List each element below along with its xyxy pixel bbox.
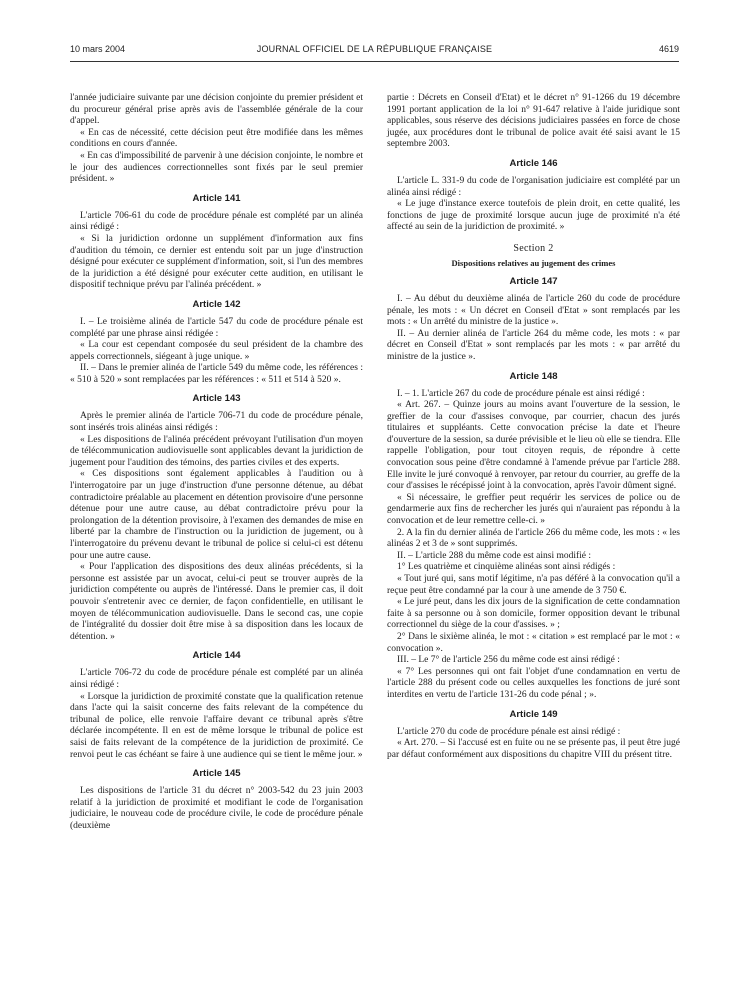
paragraph: « Tout juré qui, sans motif légitime, n'a pas déféré à la convocation qu'il a reçue peut être condamné par la cour à une amende de 3 750 €. bbox=[387, 574, 680, 596]
paragraph: « Si nécessaire, le greffier peut requérir les services de police ou de gendarmerie aux fins de rechercher les jurés qui n'auraient pas répondu à la convocation et de leur remettre celle-ci. » bbox=[387, 492, 680, 527]
paragraph: L'article 270 du code de procédure pénale est ainsi rédigé : bbox=[397, 726, 621, 737]
section-subtitle: Dispositions relatives au jugement des crimes bbox=[451, 257, 616, 268]
header-date: 10 mars 2004 bbox=[70, 44, 126, 54]
paragraph: « 7° Les personnes qui ont fait l'objet d'une condamnation en vertu de l'article 288 du présent code ou celles auxquelles les fonctions de juré sont interdites en vertu de l'article 131-26 du code pénal ; ». bbox=[387, 666, 680, 700]
article-heading: Article 146 bbox=[509, 157, 558, 169]
paragraph: II. – Au dernier alinéa de l'article 264 du même code, les mots : « par décret en Conseil d'Etat » sont remplacés par les mots : « par arrêté du ministre de la justice ». bbox=[387, 328, 680, 362]
paragraph: II. – Dans le premier alinéa de l'article 549 du même code, les références : « 510 à 520 » sont remplacées par les références : « 511 et 514 à 520 ». bbox=[70, 363, 363, 385]
paragraph: L'article 706-72 du code de procédure pénale est complété par un alinéa ainsi rédigé : bbox=[70, 668, 363, 690]
header-journal-title: JOURNAL OFFICIEL DE LA RÉPUBLIQUE FRANÇAISE bbox=[256, 44, 493, 54]
left-column bbox=[70, 93, 363, 832]
paragraph: « Si la juridiction ordonne un supplément d'information aux fins d'audition du témoin, ce dernier est entendu soit par un juge d'instruction désigné pour exécuter ce supplément d'information, soit, si l'un des membres de la juridiction a été désigné pour exécuter cette audition, en utilisant le dispositif technique prévu par l'alinéa précédent. » bbox=[70, 233, 363, 291]
paragraph: L'article L. 331-9 du code de l'organisation judiciaire est complété par un alinéa ainsi rédigé : bbox=[387, 175, 680, 198]
right-column bbox=[387, 93, 680, 761]
paragraph: I. – Au début du deuxième alinéa de l'article 260 du code de procédure pénale, les mots : « Un décret en Conseil d'Etat » sont remplacés par les mots : « Un arrêté du ministre de la justice ». bbox=[387, 293, 680, 328]
article-heading: Article 144 bbox=[192, 650, 241, 662]
paragraph: III. – Le 7° de l'article 256 du même code est ainsi rédigé : bbox=[397, 655, 620, 666]
article-heading: Article 147 bbox=[509, 275, 558, 287]
paragraph: « Pour l'application des dispositions des deux alinéas précédents, si la personne est assistée par un avocat, celui-ci peut se trouver auprès de la juridiction compétente ou auprès de l'intéressé. Dans le premier cas, il doit pouvoir s'entretenir avec ce dernier, de façon confidentielle, en utilisant le moyen de télécommunication audiovisuelle. Dans le second cas, une copie de l'intégralité du dossier doit être mise à sa disposition dans les locaux de détention. » bbox=[70, 562, 363, 642]
article-heading: Article 145 bbox=[192, 768, 241, 780]
section-heading: Section 2 bbox=[513, 242, 554, 254]
article-heading: Article 149 bbox=[509, 708, 558, 720]
paragraph: l'année judiciaire suivante par une décision conjointe du premier président et du procureur général prise après avis de l'assemblée générale de la cour d'appel. bbox=[70, 93, 363, 127]
paragraph: 1° Les quatrième et cinquième alinéas sont ainsi rédigés : bbox=[397, 562, 616, 573]
paragraph: I. – Le troisième alinéa de l'article 547 du code de procédure pénale est complété par une phrase ainsi rédigée : bbox=[70, 316, 363, 339]
paragraph: « La cour est cependant composée du seul président de la chambre des appels correctionnels, siégeant à juge unique. » bbox=[70, 340, 363, 362]
paragraph: II. – L'article 288 du même code est ainsi modifié : bbox=[397, 550, 592, 561]
header-page-number: 4619 bbox=[658, 44, 679, 54]
page-header bbox=[70, 44, 679, 58]
paragraph: « En cas d'impossibilité de parvenir à une décision conjointe, le nombre et le jour des audiences correctionnelles sont fixés par le seul premier président. » bbox=[70, 150, 363, 185]
article-heading: Article 142 bbox=[192, 298, 241, 310]
paragraph: « En cas de nécessité, cette décision peut être modifiée dans les mêmes conditions en cours d'année. bbox=[70, 127, 363, 150]
paragraph: Les dispositions de l'article 31 du décret n° 2003-542 du 23 juin 2003 relatif à la juridiction de proximité et modifiant le code de l'organisation judiciaire, le nouveau code de procédure civile, le code de procédure pénale (deuxième bbox=[70, 786, 363, 831]
paragraph: « Le juge d'instance exerce toutefois de plein droit, en cette qualité, les fonctions de juge de proximité lorsque aucun juge de proximité n'a été affecté au sein de la juridiction de proximité. » bbox=[387, 199, 680, 233]
paragraph: « Lorsque la juridiction de proximité constate que la qualification retenue dans l'acte qui la saisit concerne des faits relevant de la compétence du tribunal de police, elle renvoie l'affaire devant ce tribunal après s'être déclarée incompétente. Il en est de même lorsque le tribunal de police est saisi de faits relevant de la compétence de la juridiction de proximité. Ce renvoi peut le cas échéant se faire à une audience qui se tient le même jour. » bbox=[70, 691, 363, 760]
paragraph: 2° Dans le sixième alinéa, le mot : « citation » est remplacé par le mot : « convocation ». bbox=[387, 631, 680, 654]
article-heading: Article 141 bbox=[192, 192, 241, 204]
paragraph: « Art. 267. – Quinze jours au moins avant l'ouverture de la session, le greffier de la cour d'assises convoque, par courrier, chacun des jurés titulaires et suppléants. Cette convocation précise la date et l'heure d'ouverture de la session, sa durée prévisible et le lieu où elle se tiendra. Elle rappelle l'obligation, pour tout citoyen requis, de répondre à cette convocation sous peine d'être condamné à l'amende prévue par l'article 288. Elle invite le juré convoqué à renvoyer, par retour du courrier, au greffe de la cour d'assises le récépissé joint à la convocation, après l'avoir dûment signé. bbox=[387, 400, 680, 492]
paragraph: partie : Décrets en Conseil d'Etat) et le décret n° 91-1266 du 19 décembre 1991 portant application de la loi n° 91-647 relative à l'aide juridique sont applicables, sous réserve des décisions judiciaires passées en force de chose jugée, aux procédures dont le tribunal de police avait été saisi avant le 15 septembre 2003. bbox=[387, 93, 680, 150]
paragraph: 2. A la fin du dernier alinéa de l'article 266 du même code, les mots : « les alinéas 2 et 3 de » sont supprimés. bbox=[387, 527, 680, 550]
paragraph: « Ces dispositions sont également applicables à l'audition ou à l'interrogatoire par un juge d'instruction d'une personne détenue, au débat contradictoire préalable au placement en détention provisoire d'une personne détenue pour une autre cause, au débat contradictoire prévu pour la prolongation de la détention provisoire, à l'examen des demandes de mise en liberté par la chambre de l'instruction ou la juridiction de jugement, ou à l'interrogatoire du prévenu devant le tribunal de police si celui-ci est détenu pour une autre cause. bbox=[70, 469, 363, 561]
paragraph: « Art. 270. – Si l'accusé est en fuite ou ne se présente pas, il peut être jugé par défaut conformément aux dispositions du chapitre VIII du présent titre. bbox=[387, 738, 680, 760]
header-rule bbox=[70, 61, 679, 62]
article-heading: Article 143 bbox=[192, 393, 241, 405]
article-heading: Article 148 bbox=[509, 370, 558, 382]
paragraph: « Le juré peut, dans les dix jours de la signification de cette condamnation faite à sa personne ou à son domicile, former opposition devant le tribunal correctionnel du siège de la cour d'assises. » ; bbox=[387, 597, 680, 631]
paragraph: L'article 706-61 du code de procédure pénale est complété par un alinéa ainsi rédigé : bbox=[70, 210, 363, 233]
paragraph: « Les dispositions de l'alinéa précédent prévoyant l'utilisation d'un moyen de télécommunication audiovisuelle sont applicables devant la juridiction de jugement pour l'audition des témoins, des parties civiles et des experts. bbox=[70, 434, 363, 468]
paragraph: Après le premier alinéa de l'article 706-71 du code de procédure pénale, sont insérés trois alinéas ainsi rédigés : bbox=[70, 411, 363, 434]
paragraph: I. – 1. L'article 267 du code de procédure pénale est ainsi rédigé : bbox=[397, 388, 645, 399]
